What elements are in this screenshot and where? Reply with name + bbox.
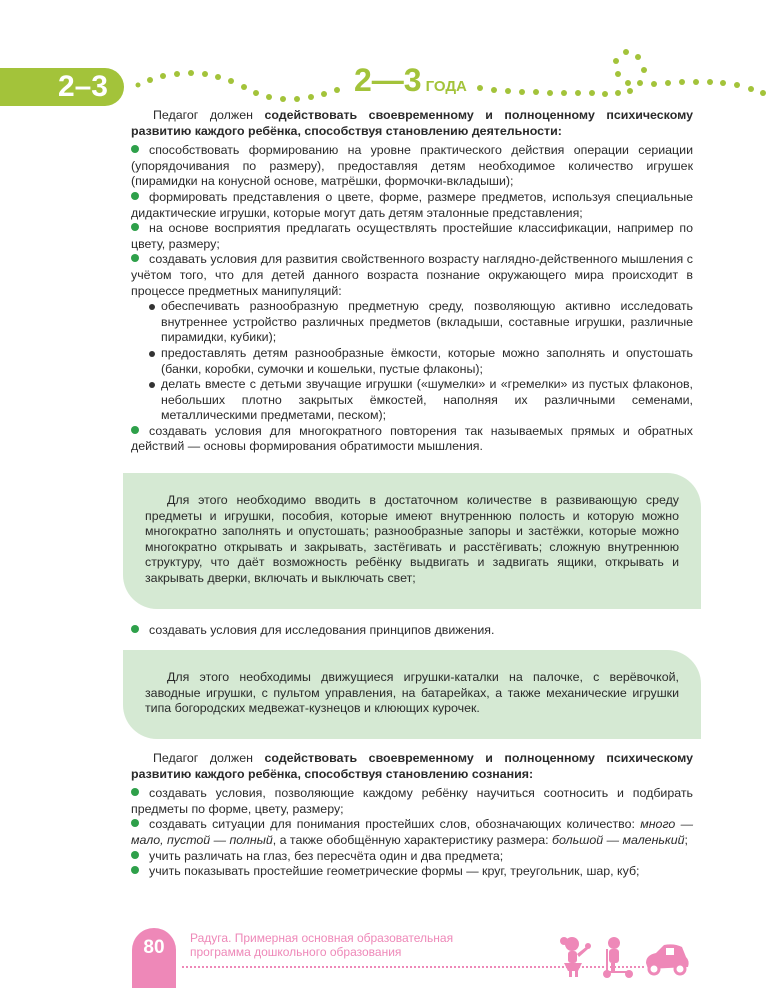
age-range-tab: 2–3: [0, 68, 124, 106]
bullet-icon: [131, 851, 139, 859]
list-item: на основе восприятия предлагать осуществлять простейшие классификации, например по цвету, размеру;: [131, 221, 693, 251]
heading-unit: ГОДА: [425, 78, 467, 95]
note-box: Для этого необходимы движущиеся игрушки-каталки на палочке, с верёвочкой, заводные игрушки, с пультом управления, на батарейках, а также механические игрушки типа богородских медвежат-кузнецов и клюющих курочек.: [123, 650, 701, 739]
list-item: создавать условия, позволяющие каждому ребёнку научиться соотносить и подбирать предметы по форме, цвету, размеру;: [131, 786, 693, 816]
sub-list-item: обеспечивать разнообразную предметную среду, позволяющую активно исследовать внутреннее устройство различных предметов (вкладыши, составные игрушки, различные пирамидки, кубики);: [149, 299, 693, 346]
bullet-icon: [131, 788, 139, 796]
bullet-icon: [131, 866, 139, 874]
list-item: создавать ситуации для понимания простейших слов, обозначающих количество: много — мало, пустой — полный, а также обобщённую характеристику размера: большой — маленький;: [131, 817, 693, 847]
bullet-icon: [131, 625, 139, 633]
bullet-icon: [131, 145, 139, 153]
intro-activity: Педагог должен содействовать своевременному и полноценному психическому развитию каждого ребёнка, способствуя становлению деятельности:: [131, 108, 694, 138]
page-number: 80: [132, 928, 176, 988]
sub-bullet-icon: [149, 382, 155, 388]
bullet-icon: [131, 192, 139, 200]
car-icon: [646, 944, 689, 974]
note-box: Для этого необходимо вводить в достаточном количестве в развивающую среду предметы и игрушки, пособия, которые имеют внутреннюю полость и которую можно многократно заполнять и опустошать; разнообразные запоры и застёжки, которые можно многократно открывать и закрывать, застёгивать и расстёгивать; сложную внутреннюю структуру, что даёт возможность ребёнку выдвигать и задвигать ящики, открывать и закрывать дверки, включать и выключать свет;: [123, 473, 701, 609]
list-item: учить показывать простейшие геометрические формы — круг, треугольник, шар, куб;: [131, 864, 693, 880]
page-content: [131, 108, 693, 880]
bullet-icon: [131, 819, 139, 827]
bullet-icon: [131, 223, 139, 231]
sub-bullet-icon: [149, 304, 155, 310]
sub-list-item: делать вместе с детьми звучащие игрушки («шумелки» и «гремелки» из пустых флаконов, небольших плотно закрытых ёмкостей, наполняя их различными семенами, металлическими предметами, песком);: [149, 377, 693, 424]
list-item: создавать условия для исследования принципов движения.: [131, 623, 693, 639]
intro-consciousness: Педагог должен содействовать своевременному и полноценному психическому развитию каждого ребёнка, способствуя становлению сознания:: [131, 751, 694, 781]
footer-title: Радуга. Примерная основная образовательная программа дошкольного образования: [190, 931, 454, 959]
girl-icon: [560, 937, 591, 977]
child-scooter-icon: [603, 937, 633, 978]
list-item: создавать условия для развития свойственного возрасту наглядно-действенного мышления с учётом того, что для детей данного возраста познание окружающего мира происходит в процессе предметных манипуляций:: [131, 252, 693, 298]
bullet-icon: [131, 426, 139, 434]
bullet-icon: [131, 254, 139, 262]
sub-bullet-icon: [149, 351, 155, 357]
section-heading: [354, 62, 467, 99]
list-item: создавать условия для многократного повторения так называемых прямых и обратных действий — основы формирования обратимости мышления.: [131, 423, 693, 454]
heading-age: 2—3: [354, 62, 422, 98]
list-item: учить различать на глаз, без пересчёта один и два предмета;: [131, 849, 693, 865]
footer-illustrations: [558, 935, 698, 979]
list-item: способствовать формированию на уровне практического действия операции сериации (упорядочивания по размеру), предоставляя детям необходимое количество игрушек (пирамидки на конусной основе, матрёшки, формочки-вкладыши);: [131, 143, 693, 189]
list-item: формировать представления о цвете, форме, размере предметов, используя специальные дидактические игрушки, которые могут дать детям эталонные представления;: [131, 189, 693, 220]
sub-list-item: предоставлять детям разнообразные ёмкости, которые можно заполнять и опустошать (банки, коробки, сумочки и кошельки, пустые флаконы);: [149, 346, 693, 377]
